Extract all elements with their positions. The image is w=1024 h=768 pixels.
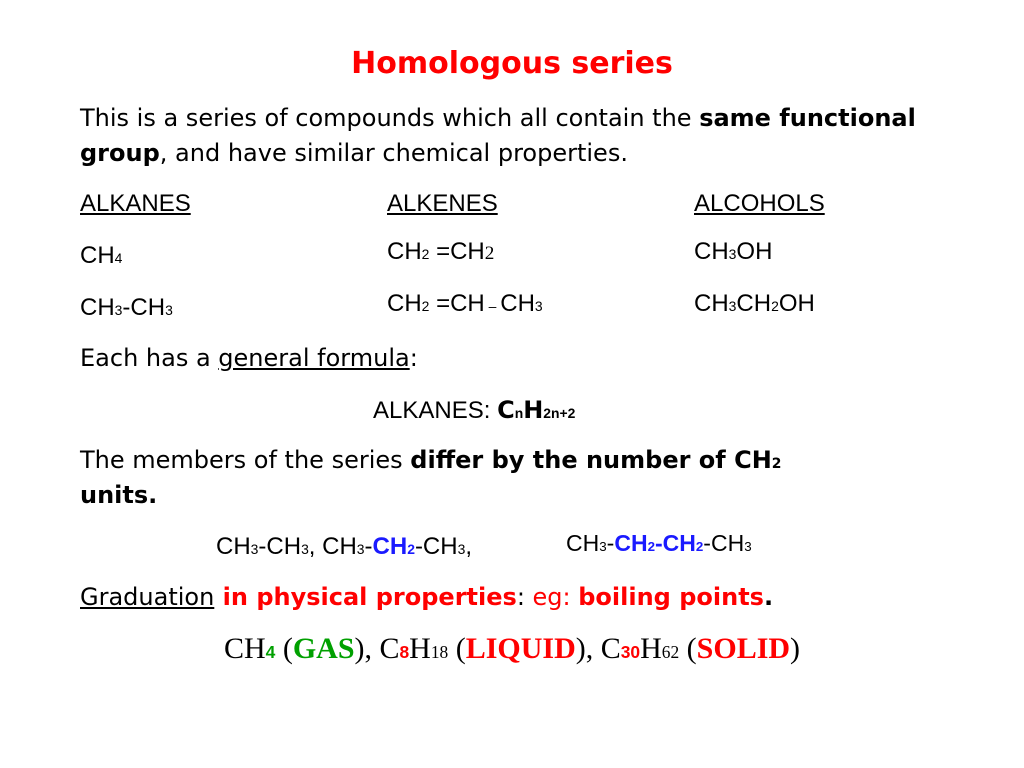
alcohol-methanol: CH3OH xyxy=(694,238,773,265)
intro-text: This is a series of compounds which all contain the xyxy=(80,104,700,132)
alcohol-ethanol: CH3CH2OH xyxy=(694,290,815,317)
heading-alcohols: ALCOHOLS xyxy=(694,190,825,217)
alkene-propene: CH2 =CH – CH3 xyxy=(387,290,543,317)
example-butane: CH3-CH2-CH2-CH3 xyxy=(566,530,752,556)
states-of-matter-line: CH4 (GAS), C8H18 (LIQUID), C30H62 (SOLID) xyxy=(223,632,801,665)
general-formula-term: general formula xyxy=(218,344,410,372)
heading-alkanes: ALKANES xyxy=(80,190,191,217)
heading-alkenes: ALKENES xyxy=(387,190,498,217)
intro-text-end: , and have similar chemical properties. xyxy=(159,139,628,167)
alkane-methane: CH4 xyxy=(80,242,123,269)
graduation-line: Graduation in physical properties: eg: boiling points. xyxy=(80,583,774,611)
differ-line: The members of the series differ by the number of CH2 xyxy=(80,446,782,474)
general-formula-line: Each has a general formula: xyxy=(80,344,418,372)
alkene-ethene: CH2 =CH2 xyxy=(387,238,495,265)
alkane-ethane: CH3-CH3 xyxy=(80,294,173,321)
intro-bold-text: same functional group xyxy=(80,104,916,167)
page-title: Homologous series xyxy=(351,46,673,81)
alkane-general-formula: ALKANES: CnH2n+2 xyxy=(373,396,576,424)
examples-ethane-propane: CH3-CH3, CH3-CH2-CH3, xyxy=(216,533,472,560)
intro-paragraph xyxy=(80,101,980,171)
graduation-term: Graduation xyxy=(80,583,215,611)
differ-line-units: units. xyxy=(80,481,158,509)
